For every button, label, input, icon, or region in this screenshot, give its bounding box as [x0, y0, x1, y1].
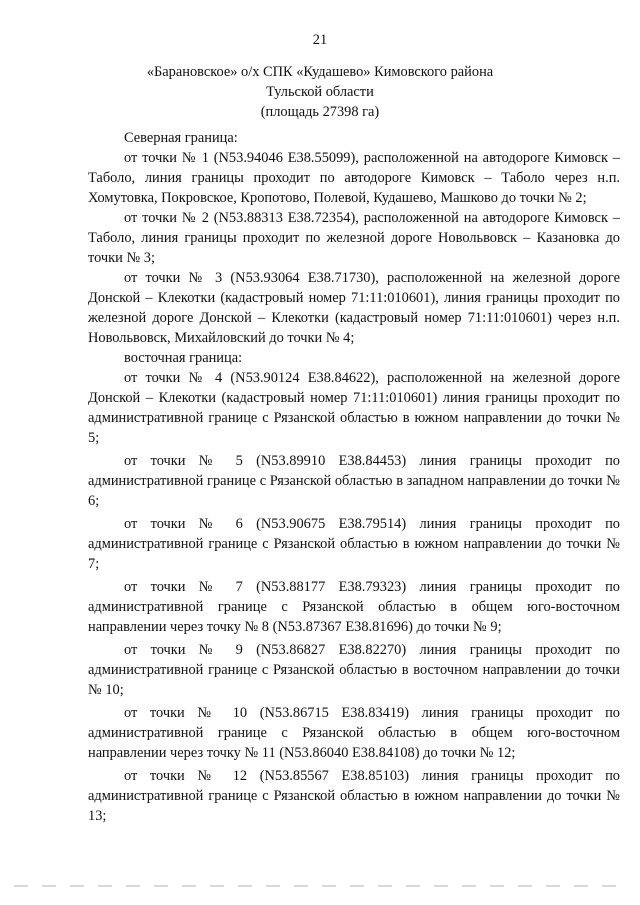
title-line-1: «Барановское» о/х СПК «Кудашево» Кимовского района — [146, 64, 494, 80]
title-line-2: Тульской области — [266, 84, 374, 100]
boundary-paragraph: от точки № 4 (N53.90124 E38.84622), расположенной на железной дороге Донской – Клекотки (кадастровый номер 71:11:010601) линия границы проходит по административной границе с Рязанской областью в южном направлении до точки № 5; — [88, 370, 620, 446]
title-line-3: (площадь 27398 га) — [260, 104, 380, 120]
scan-artifact-line — [14, 885, 624, 887]
section-heading-north: Северная граница: — [124, 130, 238, 146]
boundary-paragraph: от точки № 1 (N53.94046 E38.55099), расположенной на автодороге Кимовск – Таболо, линия границы проходит по автодороге Кимовск – Таболо через н.п. Хомутовка, Покровское, Кропотово, Полевой, Кудашево, Машково до точки № 2; — [88, 150, 620, 206]
boundary-paragraph: от точки № 10 (N53.86715 E38.83419) линия границы проходит по административной границе с Рязанской областью в общем юго-восточном направлении через точку № 11 (N53.86040 E38.84108) до точки № 12; — [88, 705, 620, 761]
document-title — [0, 62, 640, 122]
boundary-paragraph: от точки № 6 (N53.90675 E38.79514) линия границы проходит по административной границе с Рязанской областью в южном направлении до точки № 7; — [88, 516, 620, 572]
boundary-paragraph: от точки № 3 (N53.93064 E38.71730), расположенной на железной дороге Донской – Клекотки (кадастровый номер 71:11:010601), линия границы проходит по железной дороге Донской – Клекотки (кадастровый номер 71:11:010601) через н.п. Новольвовск, Михайловский до точки № 4; — [88, 270, 620, 346]
boundary-paragraph: от точки № 12 (N53.85567 E38.85103) линия границы проходит по административной границе с Рязанской областью в южном направлении до точки № 13; — [88, 768, 620, 824]
document-body — [88, 128, 620, 826]
section-heading-east: восточная граница: — [124, 350, 243, 366]
boundary-paragraph: от точки № 9 (N53.86827 E38.82270) линия границы проходит по административной границе с Рязанской областью в восточном направлении до точки № 10; — [88, 642, 620, 698]
boundary-paragraph: от точки № 2 (N53.88313 E38.72354), расположенной на автодороге Кимовск – Таболо, линия границы проходит по железной дороге Новольвовск – Казановка до точки № 3; — [88, 210, 620, 266]
page-number: 21 — [312, 32, 328, 48]
boundary-paragraph: от точки № 7 (N53.88177 E38.79323) линия границы проходит по административной границе с Рязанской областью в общем юго-восточном направлении через точку № 8 (N53.87367 E38.81696) до точки № 9; — [88, 579, 620, 635]
boundary-paragraph: от точки № 5 (N53.89910 E38.84453) линия границы проходит по административной границе с Рязанской областью в западном направлении до точки № 6; — [88, 453, 620, 509]
